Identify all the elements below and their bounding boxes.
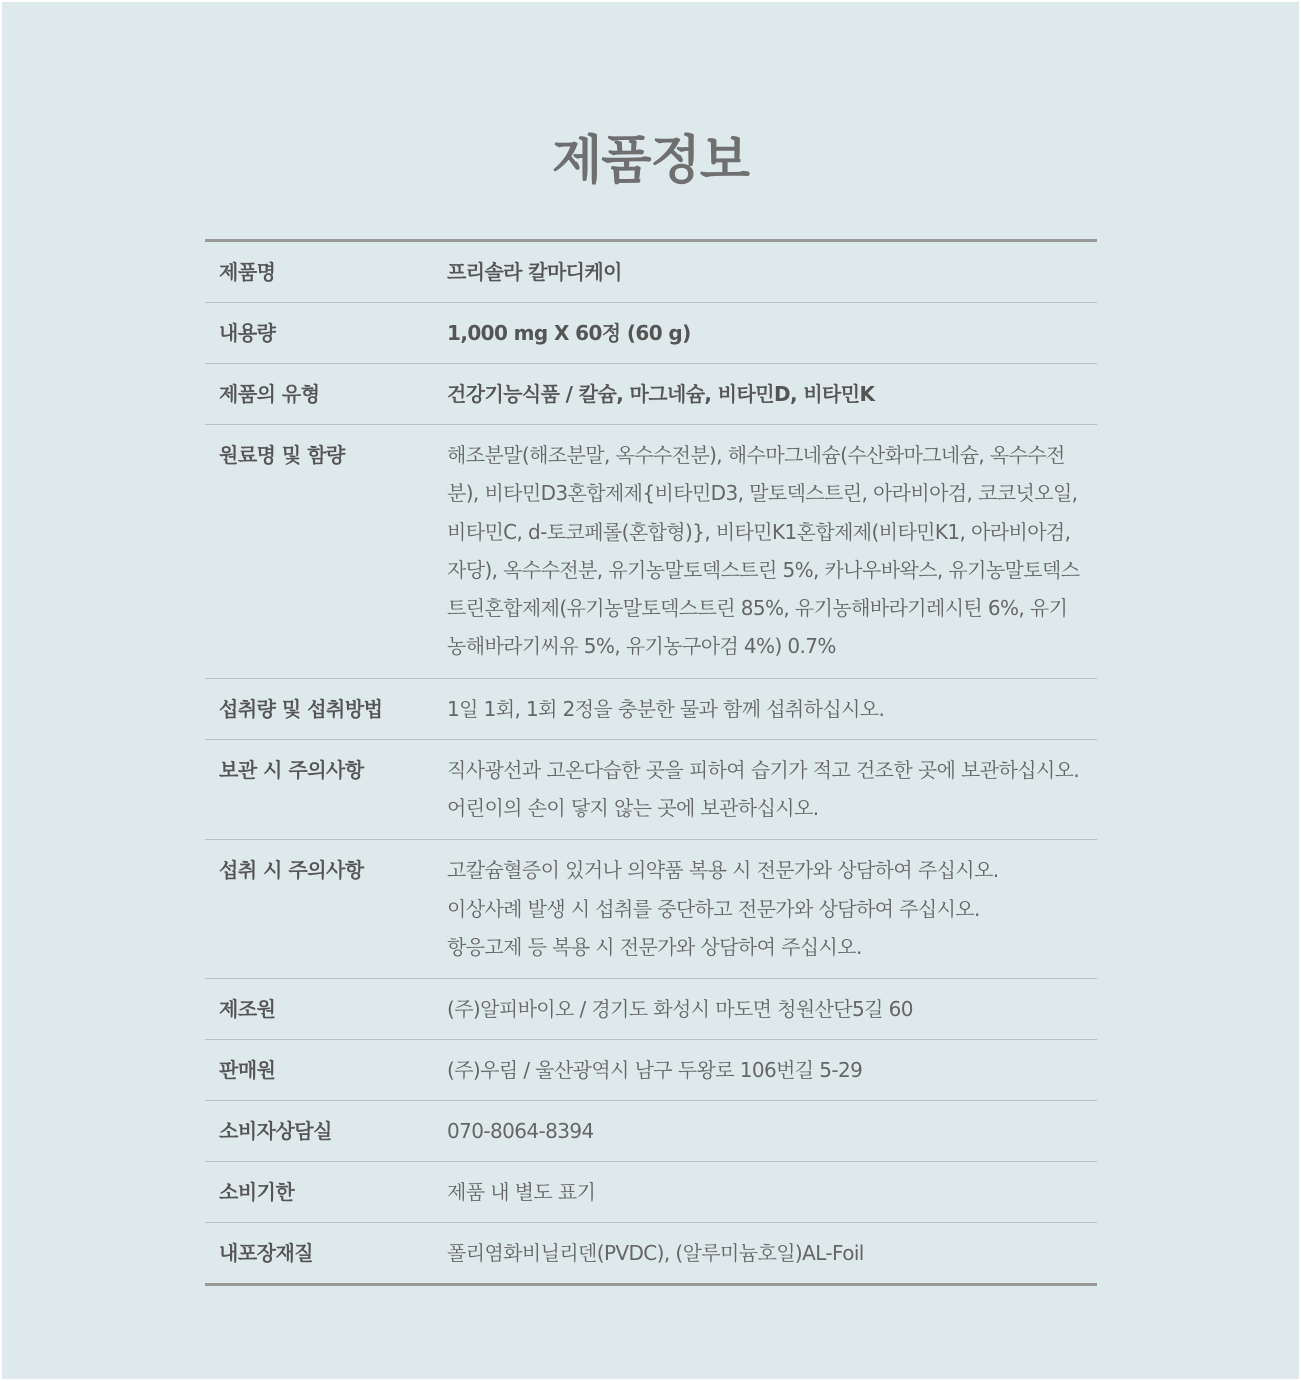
row-label: 제품명 xyxy=(219,260,276,284)
row-value xyxy=(447,695,1097,724)
row-label: 소비기한 xyxy=(219,1180,295,1205)
value-line: 이상사례 발생 시 섭취를 중단하고 전문가와 상담하여 주십시오. xyxy=(447,896,980,921)
row-value xyxy=(447,1178,1097,1207)
value-line: 직사광선과 고온다습한 곳을 피하여 습기가 적고 건조한 곳에 보관하십시오. xyxy=(447,757,1080,782)
value-line: 프리솔라 칼마디케이 xyxy=(447,260,622,284)
row-value xyxy=(447,319,1097,348)
table-row xyxy=(205,425,1097,679)
table-row xyxy=(205,979,1097,1040)
value-line: (주)우림 / 울산광역시 남구 두왕로 106번길 5-29 xyxy=(447,1058,863,1083)
row-value xyxy=(447,751,1097,828)
value-line: 농해바라기씨유 5%, 유기농구아검 4%) 0.7% xyxy=(447,634,836,659)
row-label: 판매원 xyxy=(219,1058,276,1083)
value-line: 자당), 옥수수전분, 유기농말토덱스트린 5%, 카나우바왁스, 유기농말토덱스 xyxy=(447,557,1080,582)
value-line: 비타민C, d-토코페롤(혼합형)}, 비타민K1혼합제제(비타민K1, 아라비아검, xyxy=(447,519,1071,544)
row-label: 제조원 xyxy=(219,997,276,1022)
table-row xyxy=(205,1040,1097,1101)
row-label: 섭취량 및 섭취방법 xyxy=(219,696,383,721)
row-value xyxy=(447,1117,1097,1146)
value-line: (주)알피바이오 / 경기도 화성시 마도면 청원산단5길 60 xyxy=(447,997,913,1022)
table-row xyxy=(205,740,1097,841)
value-line: 070-8064-8394 xyxy=(447,1119,594,1144)
row-label: 섭취 시 주의사항 xyxy=(219,858,364,883)
table-row xyxy=(205,679,1097,740)
row-label: 제품의 유형 xyxy=(219,382,320,406)
value-line: 트린혼합제제(유기농말토덱스트린 85%, 유기농해바라기레시틴 6%, 유기 xyxy=(447,596,1068,621)
row-value xyxy=(447,380,1097,409)
table-row xyxy=(205,303,1097,364)
value-line: 고칼슘혈증이 있거나 의약품 복용 시 전문가와 상담하여 주십시오. xyxy=(447,858,999,883)
row-value xyxy=(447,258,1097,287)
value-line: 1,000 mg X 60정 (60 g) xyxy=(447,321,691,345)
table-row xyxy=(205,242,1097,303)
row-label: 내용량 xyxy=(219,321,276,345)
row-value xyxy=(447,436,1097,666)
table-row xyxy=(205,1101,1097,1162)
value-line: 분), 비타민D3혼합제제{비타민D3, 말토덱스트린, 아라비아검, 코코넛오일, xyxy=(447,481,1078,506)
page-title: 제품정보 xyxy=(552,131,749,191)
row-label: 원료명 및 함량 xyxy=(219,443,345,467)
value-line: 해조분말(해조분말, 옥수수전분), 해수마그네슘(수산화마그네슘, 옥수수전 xyxy=(447,443,1065,467)
value-line: 어린이의 손이 닿지 않는 곳에 보관하십시오. xyxy=(447,796,819,821)
product-info-table xyxy=(205,239,1097,1286)
row-label: 보관 시 주의사항 xyxy=(219,757,364,782)
value-line: 제품 내 별도 표기 xyxy=(447,1180,596,1205)
table-row xyxy=(205,1223,1097,1283)
row-label: 소비자상담실 xyxy=(219,1119,332,1144)
table-row xyxy=(205,840,1097,979)
row-value xyxy=(447,851,1097,966)
row-value xyxy=(447,995,1097,1024)
value-line: 폴리염화비닐리덴(PVDC), (알루미늄호일)AL-Foil xyxy=(447,1241,864,1266)
value-line: 건강기능식품 / 칼슘, 마그네슘, 비타민D, 비타민K xyxy=(447,382,875,406)
row-label: 내포장재질 xyxy=(219,1241,314,1266)
row-value xyxy=(447,1056,1097,1085)
value-line: 1일 1회, 1회 2정을 충분한 물과 함께 섭취하십시오. xyxy=(447,696,885,721)
table-row xyxy=(205,1162,1097,1223)
table-row xyxy=(205,364,1097,425)
value-line: 항응고제 등 복용 시 전문가와 상담하여 주십시오. xyxy=(447,934,862,959)
row-value xyxy=(447,1239,1097,1268)
